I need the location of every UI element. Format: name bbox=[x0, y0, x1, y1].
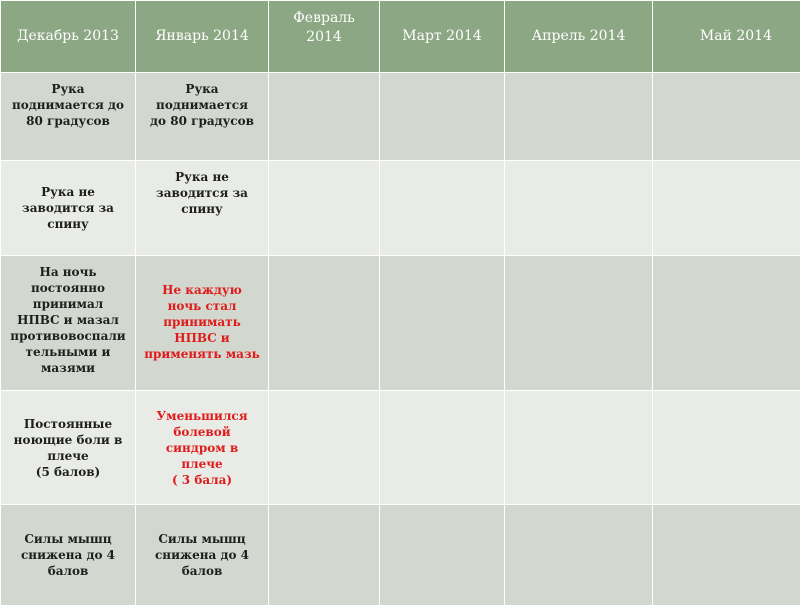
cell-may-2014 bbox=[653, 391, 800, 505]
table-row bbox=[1, 73, 800, 161]
cell-mar-2014 bbox=[380, 505, 505, 606]
header-row bbox=[1, 1, 800, 73]
cell-mar-2014 bbox=[380, 161, 505, 256]
cell-jan-2014: Не каждую ночь стал принимать НПВС и применять мазь bbox=[136, 256, 269, 391]
cell-apr-2014 bbox=[505, 161, 653, 256]
cell-jan-2014: Рука поднимается до 80 градусов bbox=[136, 73, 269, 161]
table-row bbox=[1, 161, 800, 256]
header-may-2014: Май 2014 bbox=[653, 1, 800, 73]
cell-mar-2014 bbox=[380, 391, 505, 505]
cell-apr-2014 bbox=[505, 73, 653, 161]
table-row bbox=[1, 505, 800, 606]
cell-feb-2014 bbox=[269, 73, 380, 161]
header-mar-2014: Март 2014 bbox=[380, 1, 505, 73]
cell-mar-2014 bbox=[380, 256, 505, 391]
cell-apr-2014 bbox=[505, 505, 653, 606]
cell-mar-2014 bbox=[380, 73, 505, 161]
cell-may-2014 bbox=[653, 73, 800, 161]
cell-may-2014 bbox=[653, 161, 800, 256]
cell-dec-2013: Постоянные ноющие боли в плече (5 балов) bbox=[1, 391, 136, 505]
cell-feb-2014 bbox=[269, 505, 380, 606]
cell-dec-2013: Силы мышц снижена до 4 балов bbox=[1, 505, 136, 606]
header-feb-2014-label: Февраль 2014 bbox=[293, 10, 355, 45]
cell-may-2014 bbox=[653, 256, 800, 391]
cell-apr-2014 bbox=[505, 391, 653, 505]
cell-jan-2014: Уменьшился болевой синдром в плече ( 3 бала) bbox=[136, 391, 269, 505]
cell-apr-2014 bbox=[505, 256, 653, 391]
header-feb-2014 bbox=[269, 1, 380, 73]
header-apr-2014: Апрель 2014 bbox=[505, 1, 653, 73]
cell-feb-2014 bbox=[269, 256, 380, 391]
header-jan-2014: Январь 2014 bbox=[136, 1, 269, 73]
cell-jan-2014: Рука не заводится за спину bbox=[136, 161, 269, 256]
cell-feb-2014 bbox=[269, 391, 380, 505]
cell-dec-2013: На ночь постоянно принимал НПВС и мазал противовоспали тельными и мазями bbox=[1, 256, 136, 391]
cell-may-2014 bbox=[653, 505, 800, 606]
header-dec-2013: Декабрь 2013 bbox=[1, 1, 136, 73]
cell-feb-2014 bbox=[269, 161, 380, 256]
cell-jan-2014: Силы мышц снижена до 4 балов bbox=[136, 505, 269, 606]
cell-dec-2013: Рука не заводится за спину bbox=[1, 161, 136, 256]
table-row bbox=[1, 256, 800, 391]
cell-dec-2013: Рука поднимается до 80 градусов bbox=[1, 73, 136, 161]
table-row bbox=[1, 391, 800, 505]
